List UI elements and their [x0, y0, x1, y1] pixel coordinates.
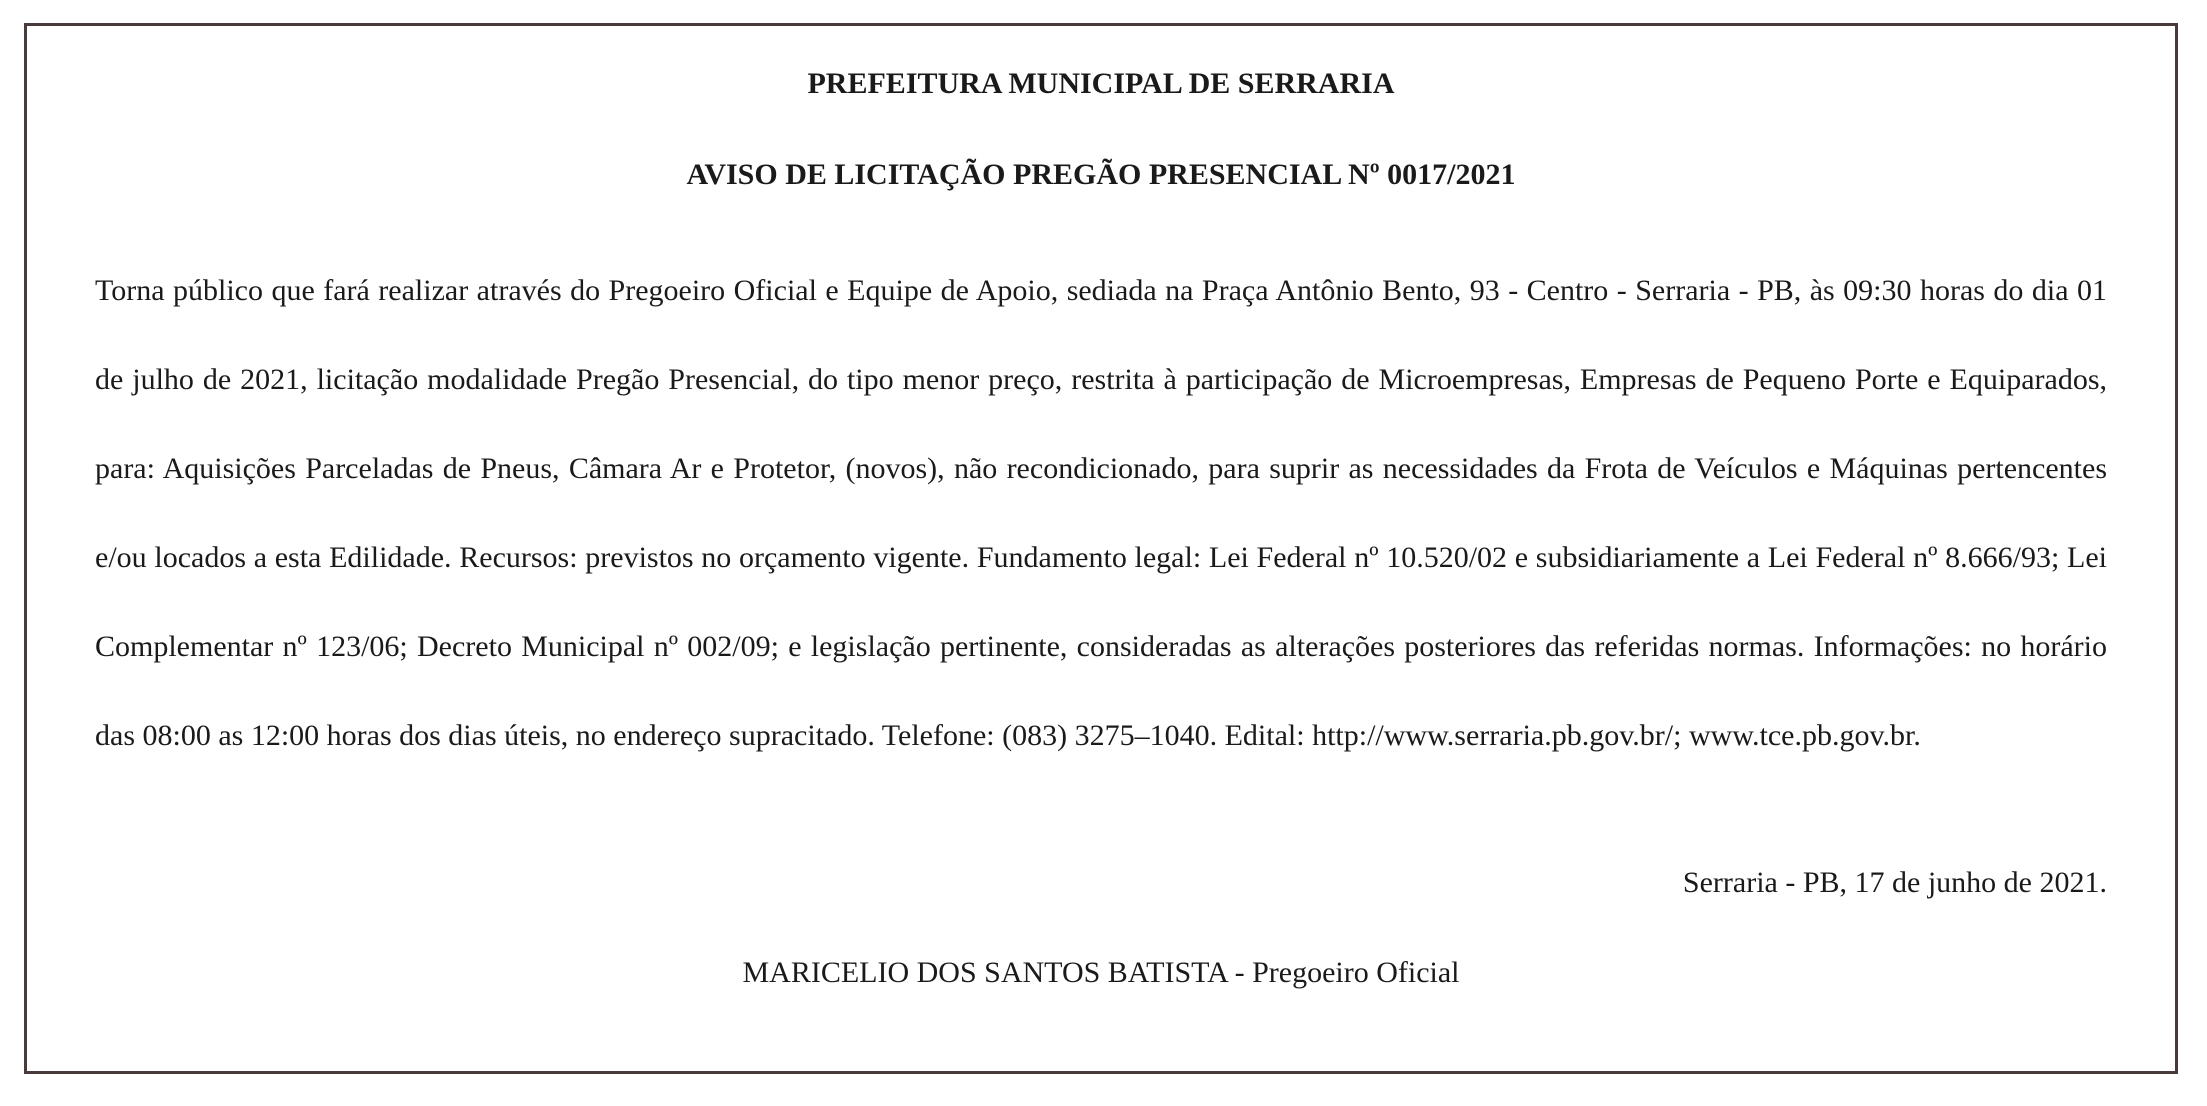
notice-content	[95, 26, 2107, 1071]
notice-body: Torna público que fará realizar através do Pregoeiro Oficial e Equipe de Apoio, sediada na Praça Antônio Bento, 93 - Centro - Serraria - PB, às 09:30 horas do dia 01 de julho de 2021, licitação modalidade Pregão Presencial, do tipo menor preço, restrita à participação de Microempresas, Empresas de Pequeno Porte e Equiparados, para: Aquisições Parceladas de Pneus, Câmara Ar e Protetor, (novos), não recondicionado, para suprir as necessidades da Frota de Veículos e Máquinas pertencentes e/ou locados a esta Edilidade. Recursos: previstos no orçamento vigente. Fundamento legal: Lei Federal nº 10.520/02 e subsidiariamente a Lei Federal nº 8.666/93; Lei Complementar nº 123/06; Decreto Municipal nº 002/09; e legislação pertinente, consideradas as alterações posteriores das referidas normas. Informações: no horário das 08:00 as 12:00 horas dos dias úteis, no endereço supracitado. Telefone: (083) 3275–1040. Edital: http://www.serraria.pb.gov.br/; www.tce.pb.gov.br.	[95, 274, 2107, 752]
notice-frame	[24, 23, 2178, 1074]
organization-heading: PREFEITURA MUNICIPAL DE SERRARIA	[807, 67, 1395, 100]
signatory: MARICELIO DOS SANTOS BATISTA - Pregoeiro Oficial	[742, 956, 1460, 989]
place-date: Serraria - PB, 17 de junho de 2021.	[1682, 866, 2107, 899]
notice-title: AVISO DE LICITAÇÃO PREGÃO PRESENCIAL Nº 0017/2021	[686, 158, 1516, 191]
